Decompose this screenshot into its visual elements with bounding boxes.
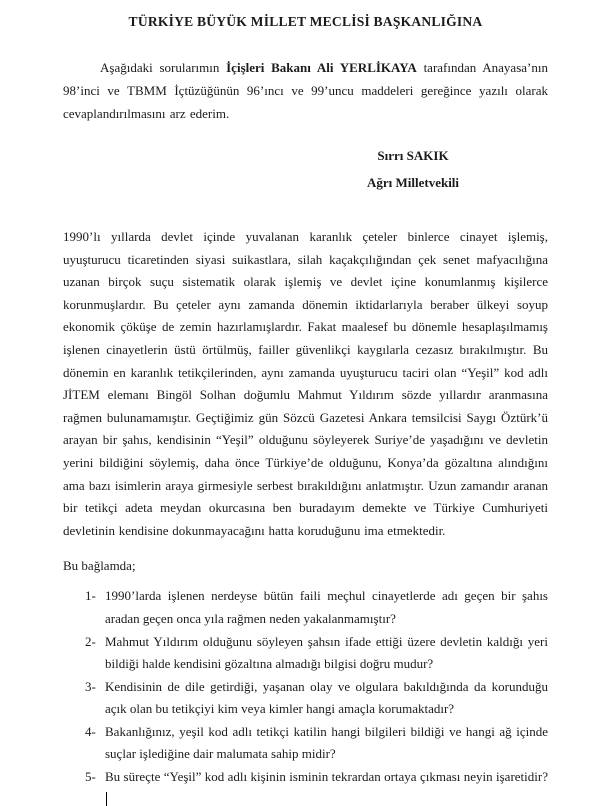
question-item-3 (85, 676, 548, 721)
question-text: Kendisinin de dile getirdiği, yaşanan olay ve olgulara bakıldığında da korunduğu açık olan bu tetikçiyi kim veya kimler hangi amaçla korumaktadır? (105, 678, 548, 717)
intro-tail-text: tarafından Anayasa’nın 98’inci ve TBMM İçtüzüğünün 96’ıncı ve 99’uncu maddeleri gereğince yazılı olarak cevaplandırılmasını arz ederim. (63, 60, 548, 121)
question-item-4 (85, 721, 548, 766)
context-line: Bu bağlamda; (63, 558, 136, 574)
question-number: 5- (85, 769, 96, 785)
document-title: TÜRKİYE BÜYÜK MİLLET MECLİSİ BAŞKANLIĞINA (128, 14, 483, 29)
signatory-title: Ağrı Milletvekili (366, 175, 460, 190)
question-item-5 (85, 766, 548, 806)
signature-block (318, 142, 508, 196)
intro-paragraph (63, 56, 548, 125)
signatory-name: Sırrı SAKIK (377, 148, 449, 163)
question-text-content: Bu süreçte “Yeşil” kod adlı kişinin isminin tekrardan ortaya çıkması neyin işaretidir? (105, 769, 548, 785)
question-number: 3- (85, 678, 96, 694)
question-text (105, 766, 548, 806)
question-number: 2- (85, 633, 96, 649)
intro-lead-text: Aşağıdaki sorularımın (100, 60, 227, 75)
question-number: 1- (85, 588, 96, 604)
question-number: 4- (85, 723, 96, 739)
question-item-1 (85, 585, 548, 630)
question-text: 1990’larda işlenen nerdeyse bütün faili meçhul cinayetlerde adı geçen bir şahıs aradan geçen onca yıla rağmen neden yakalanmamıştır? (105, 588, 548, 626)
minister-name-bold: İçişleri Bakanı Ali YERLİKAYA (226, 60, 417, 75)
body-paragraph: 1990’lı yıllarda devlet içinde yuvalanan karanlık çeteler binlerce cinayet işlemiş, uyuşturucu ticaretinden siyasi suikastlara, silah kaçakçılığından çek senet mafyacılığına uzanan birçok suçu sistematik olarak işlemiş ve devlet içine konumlanmış kişilerce korunmuşlardır. Bu çeteler aynı zamanda dönemin iktidarlarıyla beraber ülkeyi soyup ekonomik çöküşe de zemin hazırlamışlardır. Fakat maalesef bu dönemle hesaplaşılmamış işlenen cinayetlerin üstü örtülmüş, failler güvenlikçi kaygılarla cezasız bırakılmıştır. Bu dönemin en karanlık tetikçilerinden, aynı zamanda uyuşturucu taciri olan “Yeşil” kod adlı JİTEM elemanı Bingöl Solhan doğumlu Mahmut Yıldırım sözde yıllardır aranmasına rağmen bulunamamıştır. Geçtiğimiz gün Sözcü Gazetesi Ankara temsilcisi Saygı Öztürk’ü arayan bir şahıs, kendisinin “Yeşil” olduğunu söyleyerek Suriye’de yaşadığını ve devletin yerini bildiğini söylemiş, daha önce Türkiye’de olduğunu, Konya’da gözaltına alındığını ama bazı isimlerin araya girmesiyle serbest bırakıldığını anlatmıştır. Uzun zamandır aranan bir tetikçi adeta meydan okurcasına ben buradayım demekte ve Türkiye Cumhuriyeti devletinin kendisine dokunmayacağını hatta koruduğunu ima etmektedir. (63, 229, 548, 538)
question-text: Mahmut Yıldırım olduğunu söyleyen şahsın ifade ettiği üzere devletin kaldığı yeri bildiği halde kendisini gözaltına almadığı bilgisi doğru mudur? (105, 633, 548, 672)
question-text: Bakanlığınız, yeşil kod adlı tetikçi katilin hangi bilgileri bildiği ve hangi ağ içinde suçlar işlediğine dair malumata sahip midir? (105, 723, 548, 762)
question-item-2 (85, 631, 548, 676)
text-cursor[interactable] (106, 792, 107, 806)
questions-list (63, 585, 548, 806)
